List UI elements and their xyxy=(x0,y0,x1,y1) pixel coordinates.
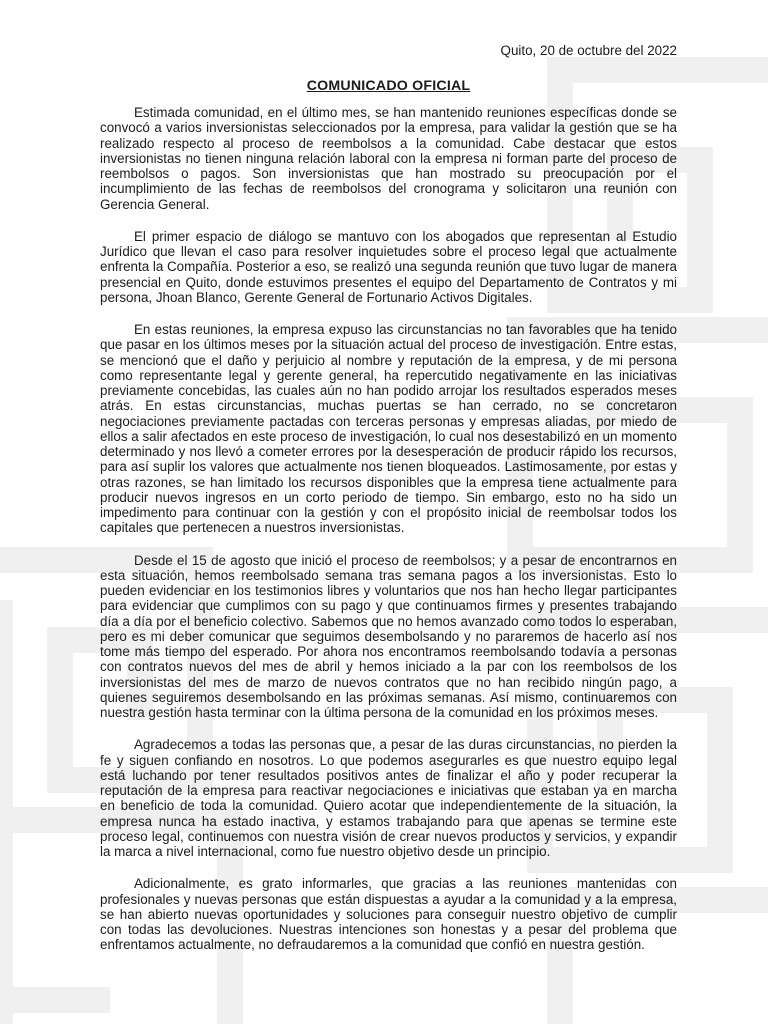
letter-body xyxy=(100,43,677,970)
paragraph-3: En estas reuniones, la empresa expuso las circunstancias no tan favorables que ha tenido que pasar en los últimos meses por la situación actual del proceso de investigación. Entre estas, se mencionó que el daño y perjuicio al nombre y reputación de la empresa, y de mi persona como representante legal y gerente general, ha repercutido negativamente en las iniciativas previamente concebidas, las cuales aún no han podido arrojar los resultados esperados meses atrás. En estas circunstancias, muchas puertas se han cerrado, no se concretaron negociaciones previamente pactadas con terceras personas y empresas aliadas, por miedo de ellos a salir afectados en este proceso de investigación, lo cual nos desestabilizó en un momento determinado y nos llevó a cometer errores por la desesperación de producir rápido los recursos, para así suplir los valores que actualmente nos tienen bloqueados. Lastimosamente, por estas y otras razones, se han limitado los recursos disponibles que la empresa tiene actualmente para producir nuevos ingresos en un corto periodo de tiempo. Sin embargo, esto no ha sido un impedimento para continuar con la gestión y con el propósito inicial de reembolsar todos los capitales que pertenecen a nuestros inversionistas. xyxy=(100,322,677,536)
paragraph-5: Agradecemos a todas las personas que, a pesar de las duras circunstancias, no pierden la fe y siguen confiando en nosotros. Lo que podemos asegurarles es que nuestro equipo legal está luchando por tener resultados positivos antes de finalizar el año y poder recuperar la reputación de la empresa para reactivar negociaciones e iniciativas que estaban ya en marcha en beneficio de toda la comunidad. Quiero acotar que independientemente de la situación, la empresa nunca ha estado inactiva, y estamos trabajando para que apenas se termine este proceso legal, continuemos con nuestra visión de crear nuevos productos y servicios, y expandir la marca a nivel internacional, como fue nuestro objetivo desde un principio. xyxy=(100,737,677,859)
paragraph-2: El primer espacio de diálogo se mantuvo con los abogados que representan al Estudio Jurídico que llevan el caso para resolver inquietudes sobre el proceso legal que actualmente enfrenta la Compañía. Posterior a eso, se realizó una segunda reunión que tuvo lugar de manera presencial en Quito, donde estuvimos presentes el equipo del Departamento de Contratos y mi persona, Jhoan Blanco, Gerente General de Fortunario Activos Digitales. xyxy=(100,228,677,305)
paragraph-4: Desde el 15 de agosto que inició el proceso de reembolsos; y a pesar de encontrarnos en esta situación, hemos reembolsado semana tras semana pagos a los inversionistas. Esto lo pueden evidenciar en los testimonios libres y voluntarios que nos han hecho llegar participantes para evidenciar que cumplimos con su pago y que continuamos firmes y presentes trabajando día a día por el beneficio colectivo. Sabemos que no hemos avanzado como todos lo esperaban, pero es mi deber comunicar que seguimos desembolsando y no pararemos de hacerlo así nos tome más tiempo del esperado. Por ahora nos encontramos reembolsando todavía a personas con contratos nuevos del mes de abril y hemos iniciado a la par con los reembolsos de los inversionistas del mes de marzo de nuevos contratos que no han recibido ningún pago, a quienes seguiremos desembolsando en las próximas semanas. Así mismo, continuaremos con nuestra gestión hasta terminar con la última persona de la comunidad en los próximos meses. xyxy=(100,552,677,720)
letter-date: Quito, 20 de octubre del 2022 xyxy=(500,43,677,58)
paragraph-6: Adicionalmente, es grato informarles, que gracias a las reuniones mantenidas con profesionales y nuevas personas que están dispuestas a ayudar a la comunidad y a la empresa, se han abierto nuevas oportunidades y soluciones para conseguir nuestro objetivo de cumplir con todas las devoluciones. Nuestras intenciones son honestas y a pesar del problema que enfrentamos actualmente, no defraudaremos a la comunidad que confió en nuestra gestión. xyxy=(100,876,677,953)
letter-title: COMUNICADO OFICIAL xyxy=(306,78,471,94)
paragraph-1: Estimada comunidad, en el último mes, se han mantenido reuniones específicas donde se convocó a varios inversionistas seleccionados por la empresa, para validar la gestión que se ha realizado respecto al proceso de reembolsos a la comunidad. Cabe destacar que estos inversionistas no tienen ninguna relación laboral con la empresa ni forman parte del proceso de reembolsos o pagos. Son inversionistas que han mostrado su preocupación por el incumplimiento de las fechas de reembolsos del cronograma y solicitaron una reunión con Gerencia General. xyxy=(100,105,677,212)
